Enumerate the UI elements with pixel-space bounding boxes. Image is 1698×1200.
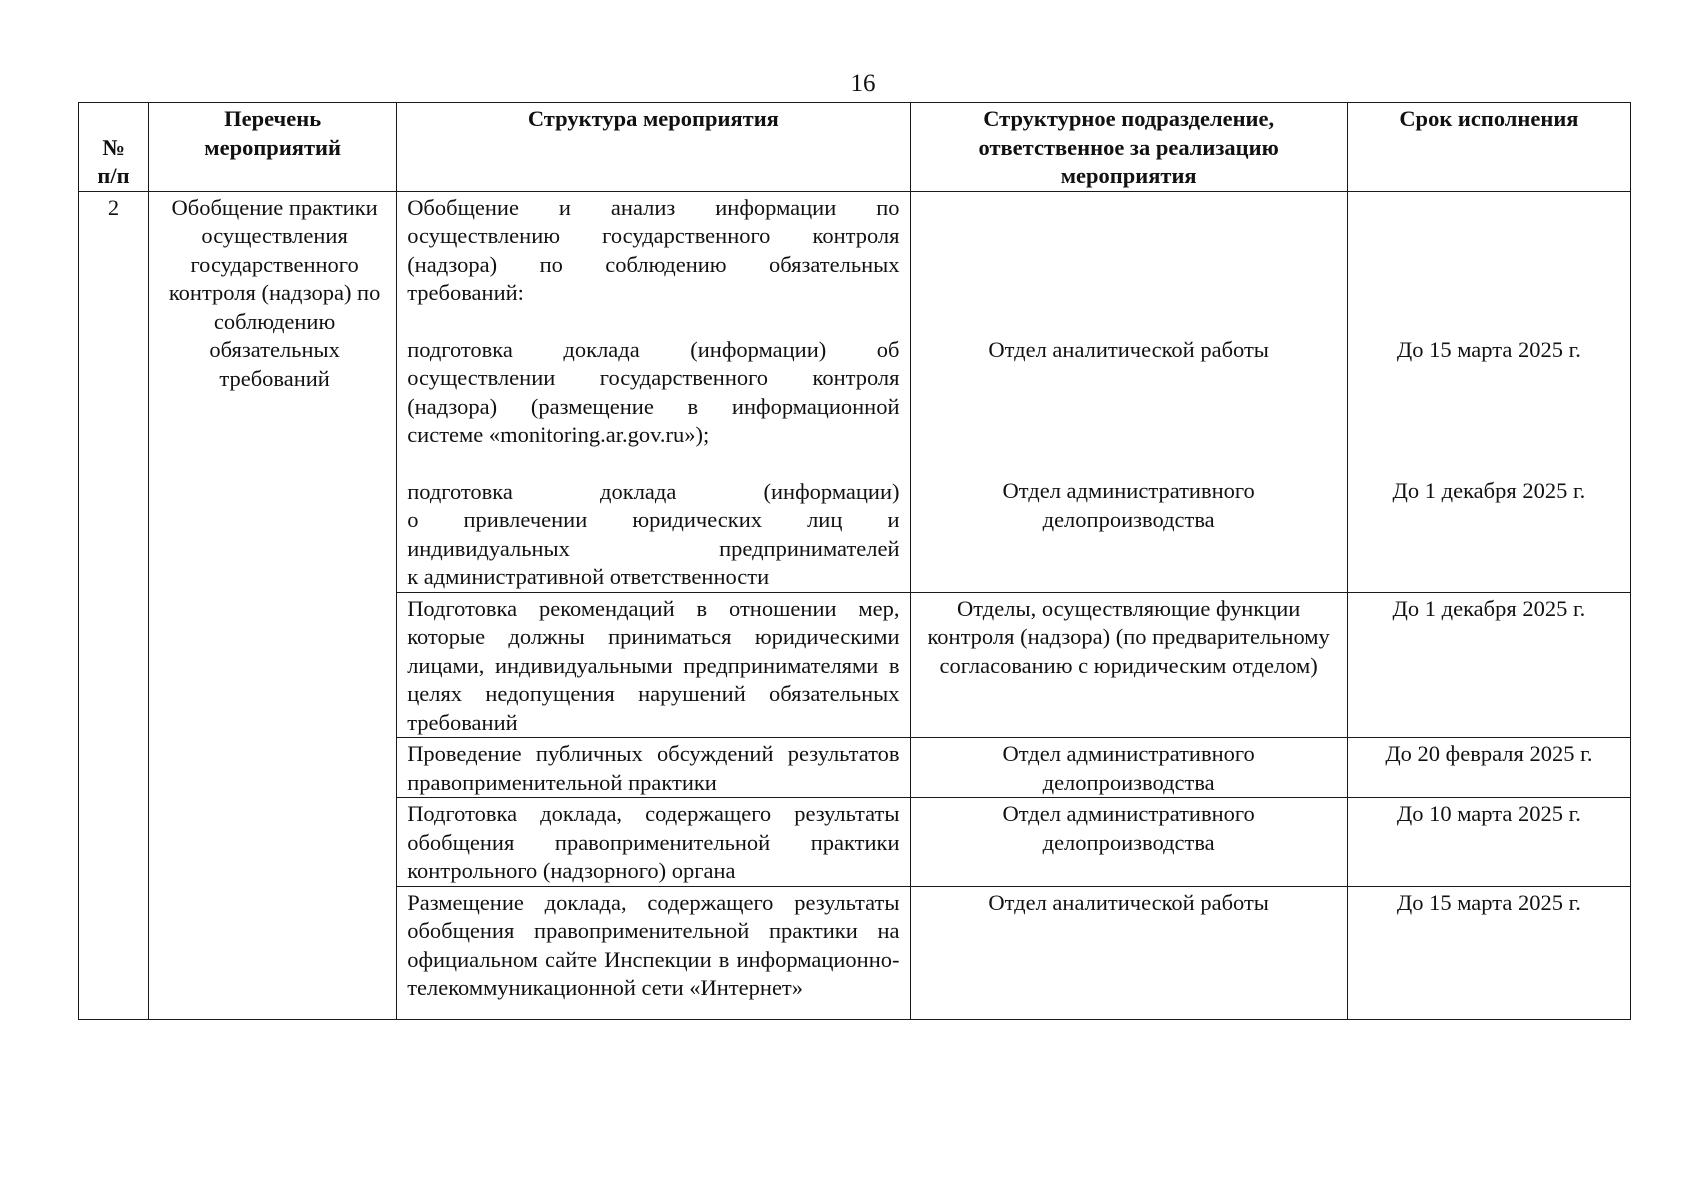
structure-line: Обобщение и анализ информации по xyxy=(407,194,900,220)
term-cell: До 20 февраля 2025 г. xyxy=(1347,738,1630,798)
item-name: Обобщение практики осуществления государственного контроля (надзора) по соблюдению обязательных требований xyxy=(149,191,397,1019)
header-num xyxy=(79,103,149,192)
structure-line: (надзора) по соблюдению обязательных xyxy=(407,251,900,277)
department-cell xyxy=(910,191,1347,592)
department-cell: Отделы, осуществляющие функции контроля (надзора) (по предварительному согласованию с юридическим отделом) xyxy=(910,592,1347,738)
department-cell: Отдел административного делопроизводства xyxy=(910,798,1347,887)
activities-table xyxy=(78,102,1631,1020)
spacer xyxy=(1356,364,1622,477)
structure-line: осуществлению государственного контроля xyxy=(407,223,900,248)
spacer xyxy=(407,450,899,478)
spacer xyxy=(1356,194,1622,336)
structure-line: требований: xyxy=(407,280,524,305)
term-cell: До 15 марта 2025 г. xyxy=(1347,886,1630,1019)
term-cell: До 1 декабря 2025 г. xyxy=(1347,592,1630,738)
structure-line: к административной ответственности xyxy=(407,564,770,589)
structure-line: подготовка доклада (информации) xyxy=(407,478,900,504)
term-text: До 15 марта 2025 г. xyxy=(1396,336,1581,362)
structure-text: Подготовка рекомендаций в отношении мер, которые должны приниматься юридическими лицами, индивидуальными предпринимателями в целях недопущения нарушений обязательных требований xyxy=(407,595,900,735)
department-text: Отдел аналитической работы xyxy=(988,336,1269,362)
structure-cell xyxy=(397,592,910,738)
header-num-symbol: № xyxy=(102,134,125,160)
header-num-label: п/п xyxy=(97,163,130,188)
term-cell: До 10 марта 2025 г. xyxy=(1347,798,1630,887)
structure-cell xyxy=(397,798,910,887)
header-structure: Структура мероприятия xyxy=(397,103,910,192)
structure-line: осуществлении государственного контроля xyxy=(407,365,900,390)
spacer xyxy=(919,194,1339,336)
structure-text: Подготовка доклада, содержащего результаты обобщения правоприменительной практики контрольного (надзорного) органа xyxy=(407,801,900,883)
structure-cell xyxy=(397,738,910,798)
spacer xyxy=(919,364,1339,477)
structure-cell xyxy=(397,191,910,592)
spacer xyxy=(407,308,899,336)
structure-line: (надзора) (размещение в информационной xyxy=(407,393,900,419)
structure-cell xyxy=(397,886,910,1019)
table-header-row xyxy=(79,103,1631,192)
structure-line: индивидуальных предпринимателей xyxy=(407,535,900,561)
item-number: 2 xyxy=(79,191,149,1019)
department-cell: Отдел аналитической работы xyxy=(910,886,1347,1019)
department-cell: Отдел административного делопроизводства xyxy=(910,738,1347,798)
header-name: Перечень мероприятий xyxy=(149,103,397,192)
table-row xyxy=(79,191,1631,592)
structure-line: системе «monitoring.ar.gov.ru»); xyxy=(407,422,710,447)
structure-line: о привлечении юридических лиц и xyxy=(407,507,900,532)
department-text: Отдел административного делопроизводства xyxy=(1002,478,1255,532)
structure-line: подготовка доклада (информации) об xyxy=(407,336,900,362)
header-department: Структурное подразделение, ответственное за реализацию мероприятия xyxy=(910,103,1347,192)
term-text: До 1 декабря 2025 г. xyxy=(1392,478,1586,503)
header-term: Срок исполнения xyxy=(1347,103,1630,192)
page-number: 16 xyxy=(850,70,876,97)
structure-text: Проведение публичных обсуждений результатов правоприменительной практики xyxy=(407,741,900,795)
structure-text: Размещение доклада, содержащего результаты обобщения правоприменительной практики на официальном сайте Инспекции в информационно-телекоммуникационной сети «Интернет» xyxy=(407,889,900,1000)
term-cell xyxy=(1347,191,1630,592)
